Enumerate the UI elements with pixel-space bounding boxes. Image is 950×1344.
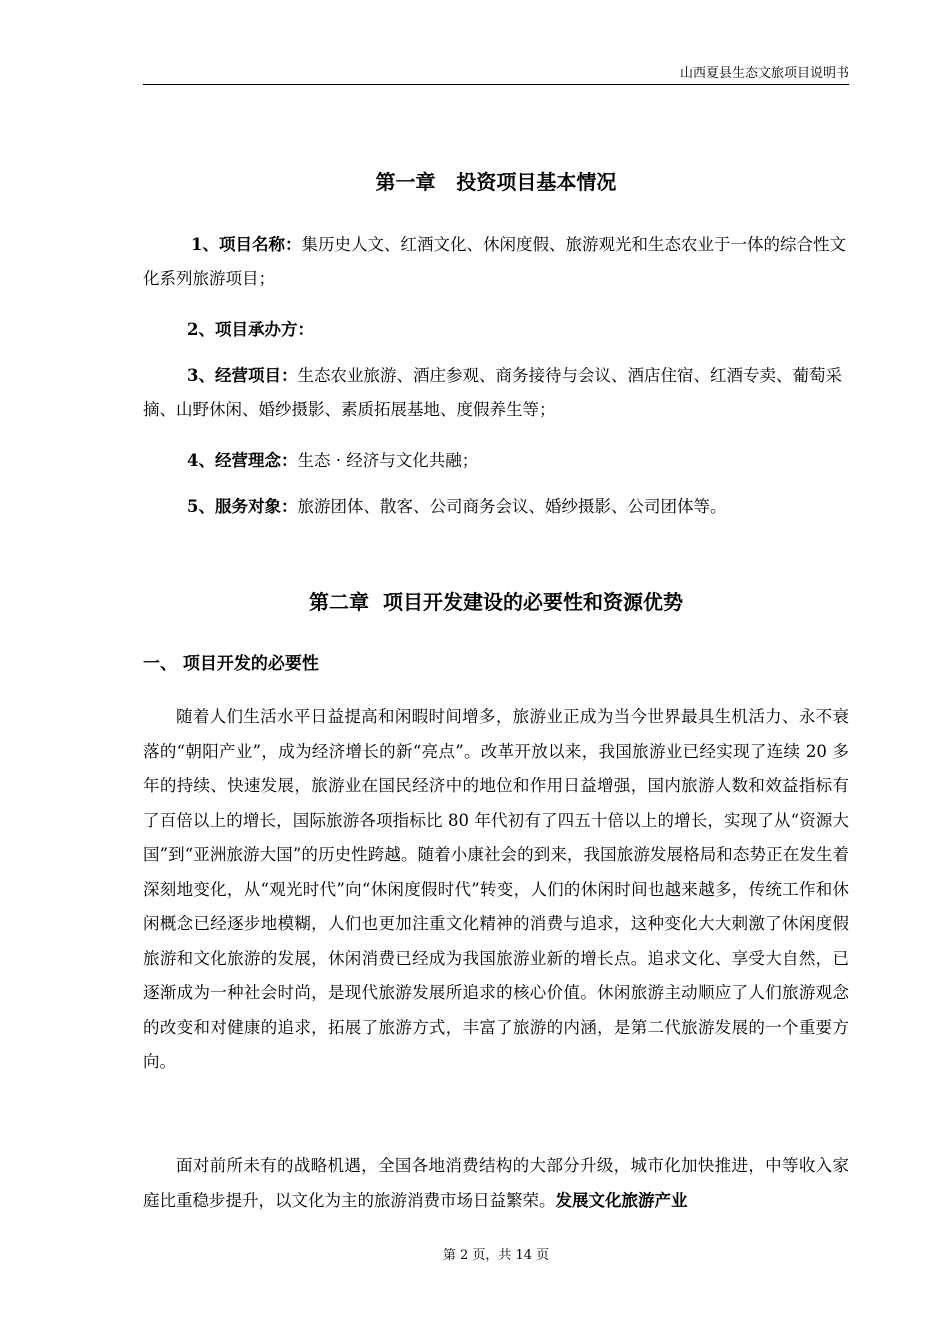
item-project-name bbox=[143, 228, 849, 296]
item-text: 旅游团体、散客、公司商务会议、婚纱摄影、公司团体等。 bbox=[297, 497, 727, 516]
paragraph-emphasis: 发展文化旅游产业 bbox=[555, 1190, 688, 1210]
item-label: 服务对象： bbox=[214, 497, 298, 516]
item-text: 生态农业旅游、酒庄参观、商务接待与会议、酒店住宿、红酒专卖、葡萄采摘、山野休闲、婚纱摄影、素质拓展基地、度假养生等； bbox=[143, 366, 842, 419]
item-philosophy bbox=[143, 444, 849, 478]
item-number: 5、 bbox=[187, 497, 215, 516]
item-label: 项目承办方： bbox=[214, 320, 314, 339]
paragraph-text: 面对前所未有的战略机遇，全国各地消费结构的大部分升级，城市化加快推进，中等收入家庭比重稳步提升，以文化为主的旅游消费市场日益繁荣。 bbox=[143, 1156, 849, 1210]
item-label: 项目名称： bbox=[218, 235, 302, 254]
page-footer: 第 2 页，共 14 页 bbox=[442, 1248, 550, 1263]
chapter-2-title: 第二章 项目开发建设的必要性和资源优势 bbox=[309, 590, 683, 614]
section-heading: 一、 项目开发的必要性 bbox=[143, 654, 319, 674]
item-text: 集历史人文、红酒文化、休闲度假、旅游观光和生态农业于一体的综合性文化系列旅游项目； bbox=[143, 235, 846, 288]
item-number: 2、 bbox=[187, 320, 215, 339]
item-number: 3、 bbox=[187, 366, 215, 385]
item-sponsor bbox=[143, 313, 849, 347]
body-paragraph-2 bbox=[143, 1149, 849, 1218]
item-number: 1、 bbox=[191, 235, 219, 254]
item-text: 生态 · 经济与文化共融； bbox=[297, 451, 479, 470]
item-label: 经营理念： bbox=[214, 451, 298, 470]
body-paragraph-1: 随着人们生活水平日益提高和闲暇时间增多，旅游业正成为当今世界最具生机活力、永不衰落的“朝阳产业”，成为经济增长的新“亮点”。改革开放以来，我国旅游业已经实现了连续 20 多年的持续、快速发展，旅游业在国民经济中的地位和作用日益增强，国内旅游人数和效益指标有了百倍以上的增长，国际旅游各项指标比 80 年代初有了四五十倍以上的增长，实现了从“资源大国”到“亚洲旅游大国”的历史性跨越。随着小康社会的到来，我国旅游发展格局和态势正在发生着深刻地变化，从“观光时代”向“休闲度假时代”转变，人们的休闲时间也越来越多，传统工作和休闲概念已经逐步地模糊，人们也更加注重文化精神的消费与追求，这种变化大大刺激了休闲度假旅游和文化旅游的发展，休闲消费已经成为我国旅游业新的增长点。追求文化、享受大自然，已逐渐成为一种社会时尚，是现代旅游发展所追求的核心价值。休闲旅游主动顺应了人们旅游观念的改变和对健康的追求，拓展了旅游方式，丰富了旅游的内涵，是第二代旅游发展的一个重要方向。 bbox=[143, 707, 849, 1071]
page-header bbox=[143, 66, 849, 82]
header-divider bbox=[143, 84, 849, 85]
item-service-target bbox=[143, 490, 849, 524]
item-business-scope bbox=[143, 359, 849, 427]
item-label: 经营项目： bbox=[214, 366, 298, 385]
item-number: 4、 bbox=[187, 451, 215, 470]
chapter-1-title: 第一章 投资项目基本情况 bbox=[375, 170, 617, 194]
header-title: 山西夏县生态文旅项目说明书 bbox=[679, 66, 849, 81]
